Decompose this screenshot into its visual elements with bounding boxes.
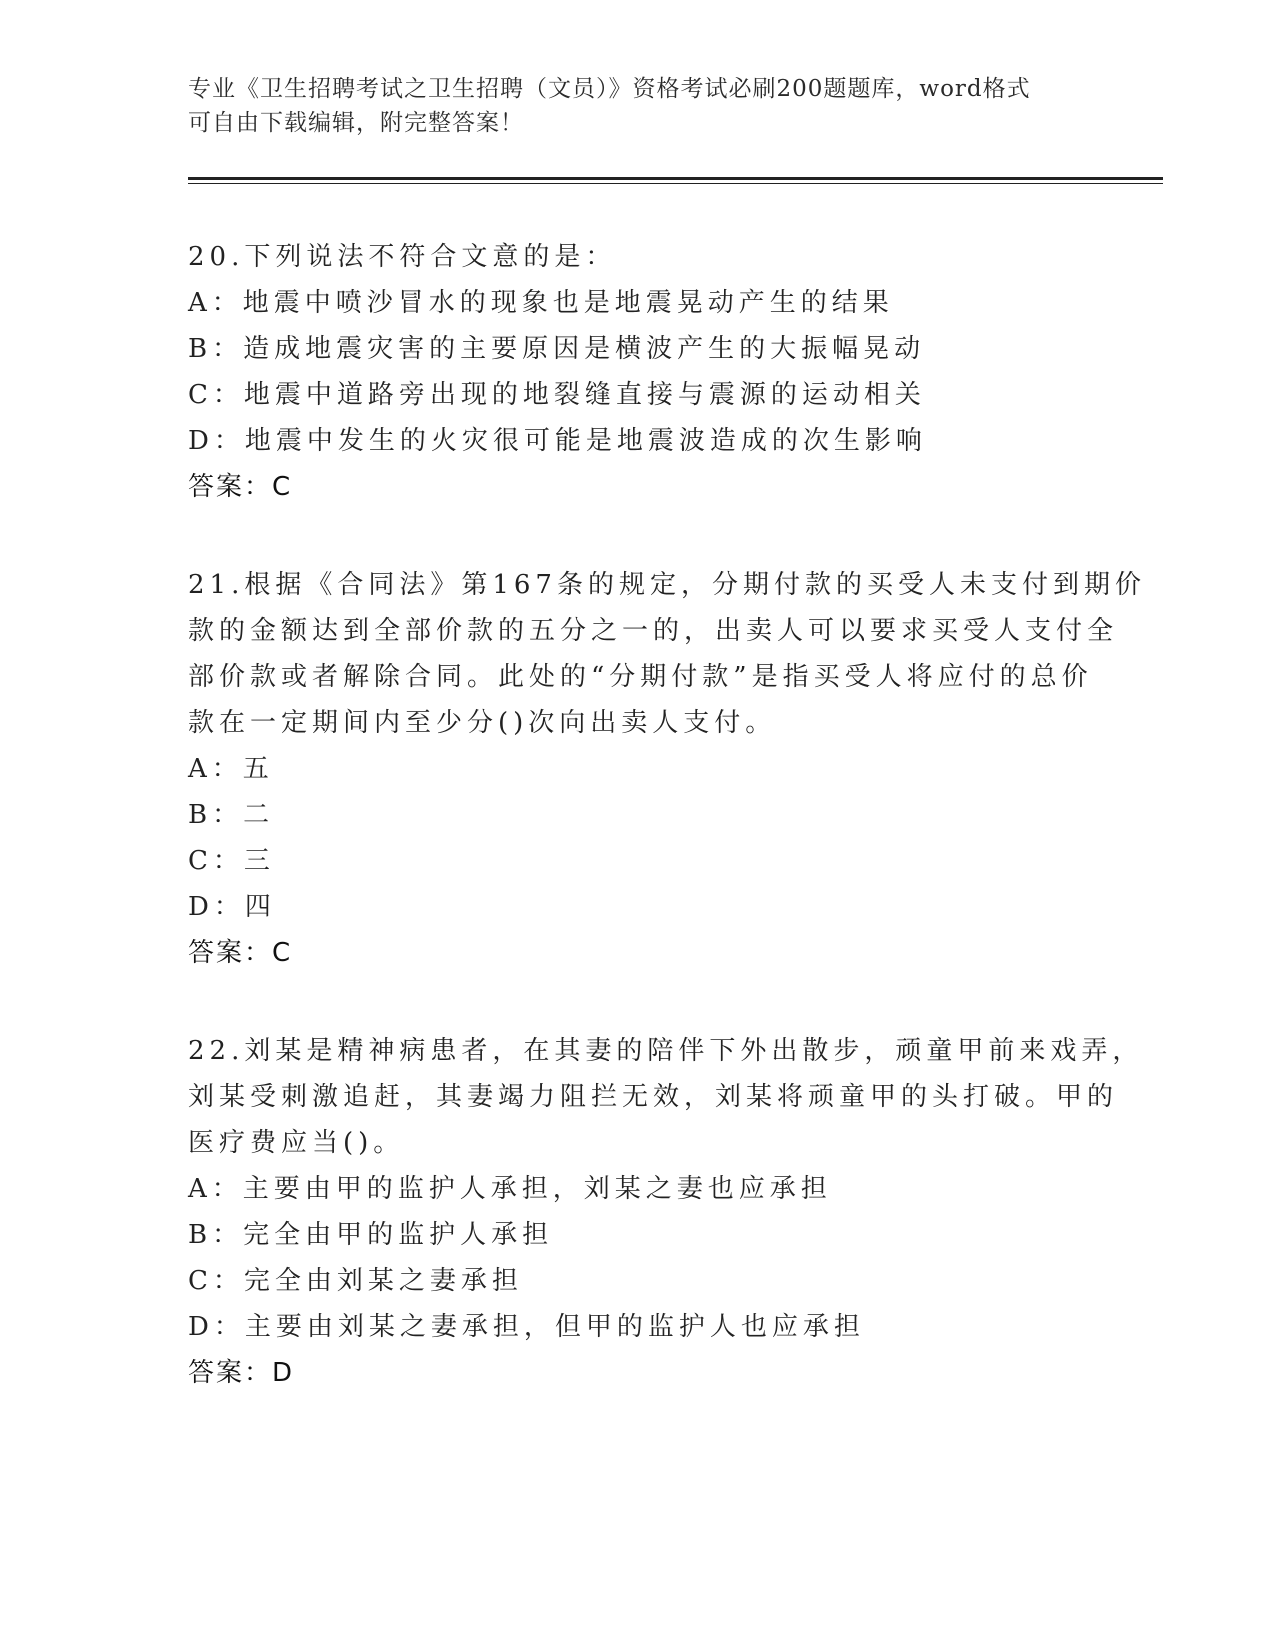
header-line-1: 专业《卫生招聘考试之卫生招聘（文员）》资格考试必刷200题题库，word格式 bbox=[188, 76, 1031, 102]
question-22-option-c: C：完全由刘某之妻承担 bbox=[188, 1266, 523, 1296]
question-21-option-c: C：三 bbox=[188, 846, 275, 876]
question-21-option-a: A：五 bbox=[188, 754, 274, 784]
question-22-stem-line-1: 22.刘某是精神病患者，在其妻的陪伴下外出散步，顽童甲前来戏弄， bbox=[188, 1036, 1144, 1066]
question-20-option-c: C：地震中道路旁出现的地裂缝直接与震源的运动相关 bbox=[188, 380, 926, 410]
question-20-stem: 20.下列说法不符合文意的是： bbox=[188, 242, 617, 272]
question-21-answer: 答案：C bbox=[188, 938, 293, 968]
header-divider-thick bbox=[188, 177, 1163, 180]
question-22-option-b: B：完全由甲的监护人承担 bbox=[188, 1220, 554, 1250]
question-21-stem-line-4: 款在一定期间内至少分()次向出卖人支付。 bbox=[188, 708, 777, 738]
question-20 bbox=[188, 234, 1088, 510]
question-21 bbox=[188, 562, 1146, 976]
question-20-option-d: D：地震中发生的火灾很可能是地震波造成的次生影响 bbox=[188, 426, 927, 456]
question-22 bbox=[188, 1028, 1144, 1396]
question-22-option-d: D：主要由刘某之妻承担，但甲的监护人也应承担 bbox=[188, 1312, 865, 1342]
header-divider-thin bbox=[188, 183, 1163, 184]
question-20-option-b: B：造成地震灾害的主要原因是横波产生的大振幅晃动 bbox=[188, 334, 926, 364]
question-22-stem-line-2: 刘某受刺激追赶，其妻竭力阻拦无效，刘某将顽童甲的头打破。甲的 bbox=[188, 1082, 1119, 1112]
question-22-answer: 答案：D bbox=[188, 1358, 295, 1388]
question-21-stem-line-3: 部价款或者解除合同。此处的“分期付款”是指买受人将应付的总价 bbox=[188, 662, 1093, 692]
question-21-option-d: D：四 bbox=[188, 892, 276, 922]
header-line-2: 可自由下载编辑，附完整答案！ bbox=[188, 110, 524, 136]
question-20-option-a: A：地震中喷沙冒水的现象也是地震晃动产生的结果 bbox=[188, 288, 894, 318]
document-header bbox=[188, 72, 1068, 140]
question-21-stem-line-1: 21.根据《合同法》第167条的规定，分期付款的买受人未支付到期价 bbox=[188, 570, 1146, 600]
question-22-stem-line-3: 医疗费应当()。 bbox=[188, 1128, 405, 1158]
question-list bbox=[188, 234, 1146, 1448]
question-21-option-b: B：二 bbox=[188, 800, 275, 830]
question-21-stem-line-2: 款的金额达到全部价款的五分之一的，出卖人可以要求买受人支付全 bbox=[188, 616, 1119, 646]
question-22-option-a: A：主要由甲的监护人承担，刘某之妻也应承担 bbox=[188, 1174, 832, 1204]
question-20-answer: 答案：C bbox=[188, 472, 293, 502]
